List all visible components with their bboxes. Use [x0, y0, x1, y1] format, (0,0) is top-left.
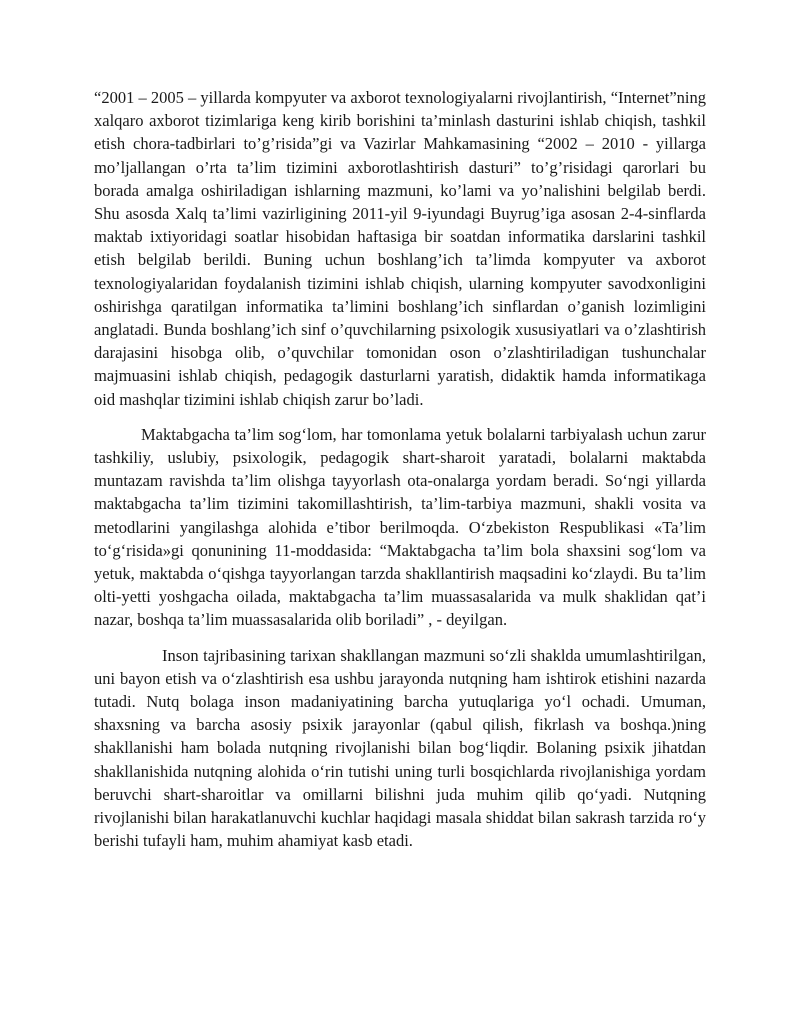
paragraph-preschool-education: Maktabgacha ta’lim sog‘lom, har tomonlama yetuk bolalarni tarbiyalash uchun zarur tashkiliy, uslubiy, psixologik, pedagogik shart-sharoit yaratadi, bolalarni maktabda muntazam ravishda ta’lim olishga tayyorlash ota-onalarga yordam beradi. So‘ngi yillarda maktabgacha ta’lim tizimini takomillashtirish, ta’lim-tarbiya mazmuni, shakli vosita va metodlarini yangilashga alohida e’tibor berilmoqda. O‘zbekiston Respublikasi «Ta’lim to‘g‘risida»gi qonunining 11-moddasida: “Maktabgacha ta’lim bola shaxsini sog‘lom va yetuk, maktabda o‘qishga tayyorlangan tarzda shakllantirish maqsadini ko‘zlaydi. Bu ta’lim olti-yetti yoshgacha oilada, maktabgacha ta’lim muassasalarida va mulk shaklidan qat’i nazar, boshqa ta’lim muassasalarida olib boriladi” , - deyilgan.	[94, 424, 706, 630]
paragraph-speech-development: Inson tajribasining tarixan shakllangan mazmuni so‘zli shaklda umumlashtirilgan, uni bayon etish va o‘zlashtirish esa ushbu jarayonda nutqning ham ishtirok etishini nazarda tutadi. Nutq bolaga inson madaniyatining barcha yutuqlariga yo‘l ochadi. Umuman, shaxsning va barcha asosiy psixik jarayonlar (qabul qilish, fikrlash va boshqa.)ning shakllanishi ham bolada nutqning rivojlanishi bilan bog‘liqdir. Bolaning psixik jihatdan shakllanishida nutqning alohida o‘rin tutishi uning turli bosqichlarda rivojlanishiga yordam beruvchi shart-sharoitlar va omillarni bilishni juda muhim qilib qo‘yadi. Nutqning rivojlanishi bilan harakatlanuvchi kuchlar haqidagi masala shiddat bilan sakrash tarzida ro‘y berishi tufayli ham, muhim ahamiyat kasb etadi.	[94, 645, 706, 851]
paragraph-ict-programs: “2001 – 2005 – yillarda kompyuter va axborot texnologiyalarni rivojlantirish, “Internet”ning xalqaro axborot tizimlariga keng kirib borishini ta’minlash dasturini ishlab chiqish, tashkil etish chora-tadbirlari to’g’risida”gi va Vazirlar Mahkamasining “2002 – 2010 - yillarga mo’ljallangan o’rta ta’lim tizimini axborotlashtirish dasturi” to’g’risidagi qarorlari bu borada amalga oshiriladigan ishlarning mazmuni, ko’lami va yo’nalishini belgilab berdi. Shu asosda Xalq ta’limi vazirligining 2011-yil 9-iyundagi Buyrug’iga asosan 2-4-sinflarda maktab ixtiyoridagi soatlar hisobidan haftasiga bir soatdan informatika darslarini tashkil etish belgilab berildi. Buning uchun boshlang’ich ta’limda kompyuter va axborot texnologiyalaridan foydalanish tizimini ishlab chiqish, ularning kompyuter savodxonligini oshirishga qaratilgan informatika ta’limini boshlang’ich sinflardan o’ganish lozimligini anglatadi. Bunda boshlang’ich sinf o’quvchilarning psixologik xususiyatlari va o’zlashtirish darajasini hisobga olib, o’quvchilar tomonidan oson o’zlashtiriladigan tushunchalar majmuasini ishlab chiqish, pedagogik dasturlarni yaratish, didaktik hamda informatikaga oid mashqlar tizimini ishlab chiqish zarur bo’ladi.	[94, 88, 706, 409]
document-page	[94, 86, 706, 853]
